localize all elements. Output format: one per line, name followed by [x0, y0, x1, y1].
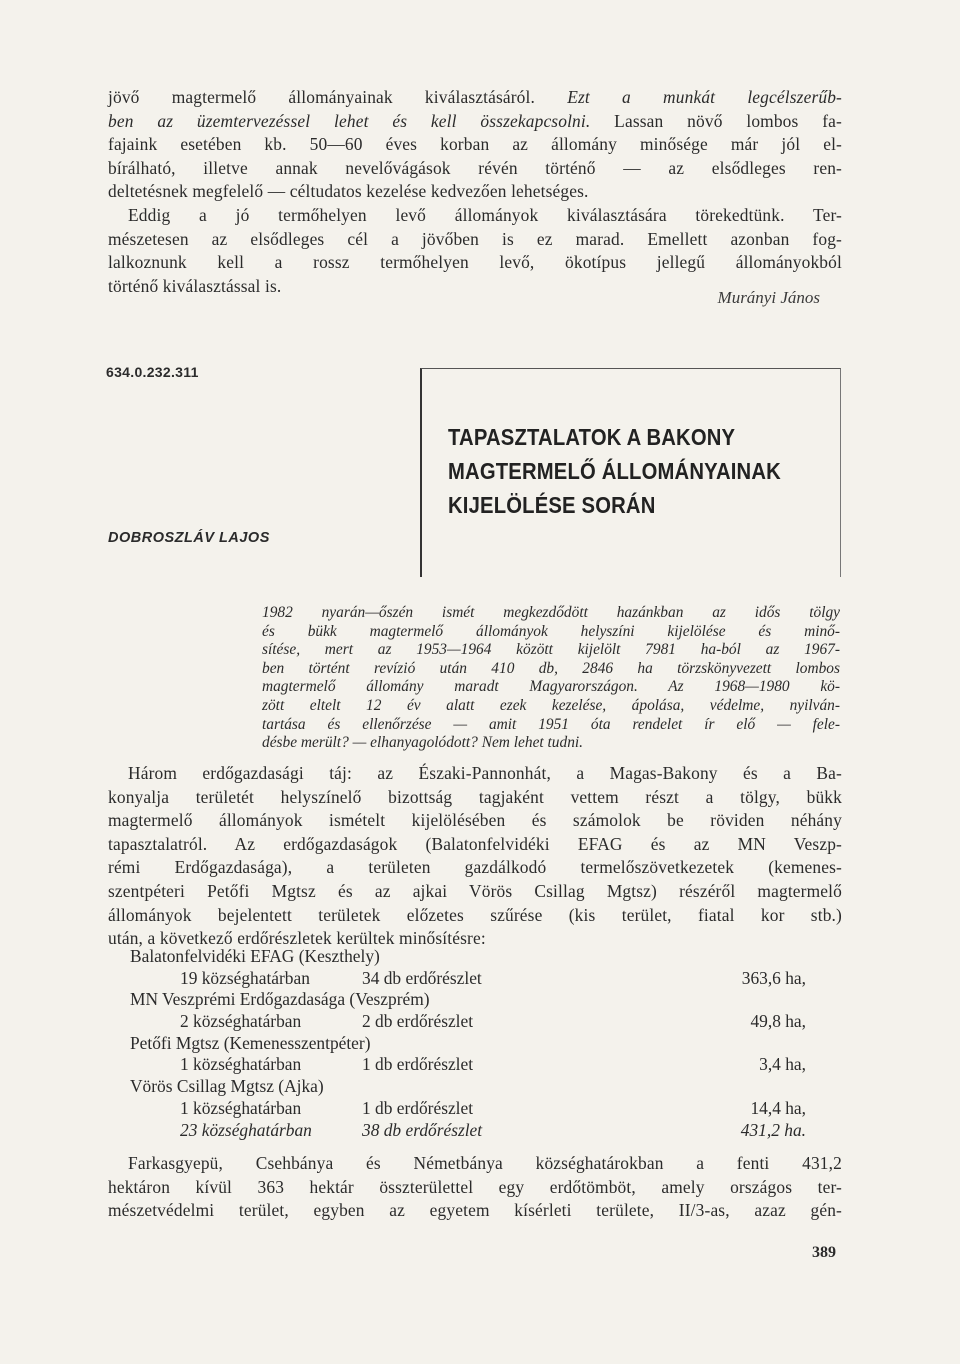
intro-paragraph [108, 86, 842, 298]
district-count: 23 községhatárban [180, 1119, 312, 1140]
text-line: sítése, mert az 1953—1964 között kijelölt 7981 ha-ból az 1967- [262, 641, 840, 659]
area-value: 431,2 ha. [740, 1119, 806, 1140]
text-line [108, 251, 842, 275]
article-title [448, 420, 781, 522]
list-org-row [130, 989, 806, 1011]
list-data-row [130, 1054, 806, 1076]
text-line: 1982 nyarán—őszén ismét megkezdődött hazánkban az idős tölgy [262, 604, 840, 621]
text-line [108, 86, 842, 110]
org-name: Petőfi Mgtsz (Kemenesszentpéter) [130, 1032, 371, 1053]
text-segment: jövő magtermelő állományainak kiválasztásáról. [108, 87, 568, 107]
text-line [108, 133, 842, 157]
area-value: 3,4 ha, [759, 1054, 806, 1075]
district-count: 1 községhatárban [180, 1054, 302, 1075]
parcel-count: 38 db erdőrészlet [362, 1119, 483, 1140]
text-segment: történő kiválasztással is. [108, 275, 282, 296]
text-line [108, 180, 842, 204]
text-line: Három erdőgazdasági táj: az Északi-Pannonhát, a Magas-Bakony és a Ba- [128, 763, 842, 783]
abstract [262, 604, 840, 753]
list-org-row [130, 1076, 806, 1098]
list-org-row [130, 946, 806, 968]
text-line: Farkasgyepü, Csehbánya és Németbánya községhatárokban a fenti 431,2 [128, 1153, 842, 1173]
text-line [108, 228, 842, 252]
signature: Murányi János [717, 288, 820, 307]
text-segment: Lassan növő lombos fa- [590, 110, 842, 131]
district-count: 1 községhatárban [180, 1097, 302, 1118]
text-segment: fajaink esetében kb. 50—60 éves korban az állomány minősége már jól el- [108, 134, 842, 155]
area-value: 14,4 ha, [750, 1097, 806, 1118]
text-line: konyalja területét helyszínelő bizottság tagjaként vettem részt a tölgy, bükk [108, 786, 842, 807]
parcel-count: 1 db erdőrészlet [362, 1054, 474, 1075]
parcel-count: 2 db erdőrészlet [362, 1011, 474, 1032]
area-value: 49,8 ha, [750, 1011, 806, 1032]
author-name: DOBROSZLÁV LAJOS [108, 530, 270, 546]
text-line: hektáron kívül 363 hektár összterülettel egy erdőtömböt, amely országos ter- [108, 1176, 842, 1197]
list-data-row [130, 1098, 806, 1120]
text-segment: lalkoznunk kell a rossz termőhelyen levő, ökotípus jellegű állományokból [108, 252, 842, 273]
org-name: Balatonfelvidéki EFAG (Keszthely) [130, 946, 380, 966]
text-line: után, a következő erdőrészletek kerültek minősítésre: [108, 928, 486, 949]
text-segment: ben az üzemtervezéssel lehet és kell összekapcsolni. [108, 110, 591, 131]
text-segment: deltetésnek megfelelő — céltudatos kezelése kedvezően lehetséges. [108, 181, 589, 202]
text-line: magtermelő állomány maradt Magyarországon. Az 1968—1980 kö- [262, 678, 840, 696]
district-count: 19 községhatárban [180, 967, 310, 988]
text-line [108, 110, 842, 134]
text-line: magtermelő állományok ismételt kijelölésében és számolok be röviden néhány [108, 810, 842, 831]
title-line-3: KIJELÖLÉSE SORÁN [448, 492, 656, 518]
main-paragraph [108, 762, 842, 951]
text-line: és bükk magtermelő állományok helyszíni kijelölése és minő- [262, 622, 840, 640]
text-line: mészetvédelmi terület, egyben az egyetem kísérleti területe, II/3-as, azaz gén- [108, 1200, 842, 1221]
list-data-row [130, 968, 806, 990]
text-line: tapasztalatról. Az erdőgazdaságok (Balatonfelvidéki EFAG és az MN Veszp- [108, 833, 842, 854]
text-line: tartása és ellenőrzése — amit 1951 óta rendelet ír elő — fele- [262, 715, 840, 733]
title-line-2: MAGTERMELŐ ÁLLOMÁNYAINAK [448, 458, 781, 484]
org-name: Vörös Csillag Mgtsz (Ajka) [130, 1076, 324, 1097]
text-line: zött eltelt 12 év alatt ezek kezelése, ápolása, védelme, nyilván- [262, 696, 840, 714]
parcel-count: 34 db erdőrészlet [362, 967, 482, 988]
text-segment: Ezt a munkát legcélszerűb- [567, 87, 842, 107]
text-line: ben történt revízió után 410 db, 2846 ha törzskönyvezett lombos [262, 659, 840, 677]
list-data-row [130, 1011, 806, 1033]
district-count: 2 községhatárban [180, 1011, 302, 1032]
page-number: 389 [812, 1244, 836, 1261]
udc-code: 634.0.232.311 [106, 364, 199, 380]
text-line: désbe merült? — elhanyagolódott? Nem lehet tudni. [262, 734, 584, 752]
list-total-row [130, 1120, 806, 1142]
text-line: szentpéteri Petőfi Mgtsz és az ajkai Vörös Csillag Mgtsz) részéről magtermelő [108, 880, 842, 901]
closing-paragraph [108, 1152, 842, 1223]
list-org-row [130, 1033, 806, 1055]
text-line [108, 157, 842, 181]
org-name: MN Veszprémi Erdőgazdasága (Veszprém) [130, 989, 430, 1010]
text-segment: bírálható, illetve annak nevelővágások révén történő — az elsődleges ren- [108, 157, 842, 178]
text-segment: Eddig a jó termőhelyen levő állományok kiválasztására törekedtünk. Ter- [128, 204, 842, 225]
title-line-1: TAPASZTALATOK A BAKONY [448, 424, 736, 450]
parcel-count: 1 db erdőrészlet [362, 1097, 474, 1118]
text-line: állományok bejelentett területek előzetes szűrése (kis terület, fiatal kor stb.) [108, 904, 842, 925]
text-line [108, 204, 842, 228]
text-segment: mészetesen az elsődleges cél a jövőben is ez marad. Emellett azonban fog- [108, 228, 842, 249]
text-line: rémi Erdőgazdasága), a területen gazdálkodó termelőszövetkezetek (kemenes- [108, 857, 842, 878]
forest-list [130, 946, 806, 1141]
area-value: 363,6 ha, [741, 967, 806, 988]
